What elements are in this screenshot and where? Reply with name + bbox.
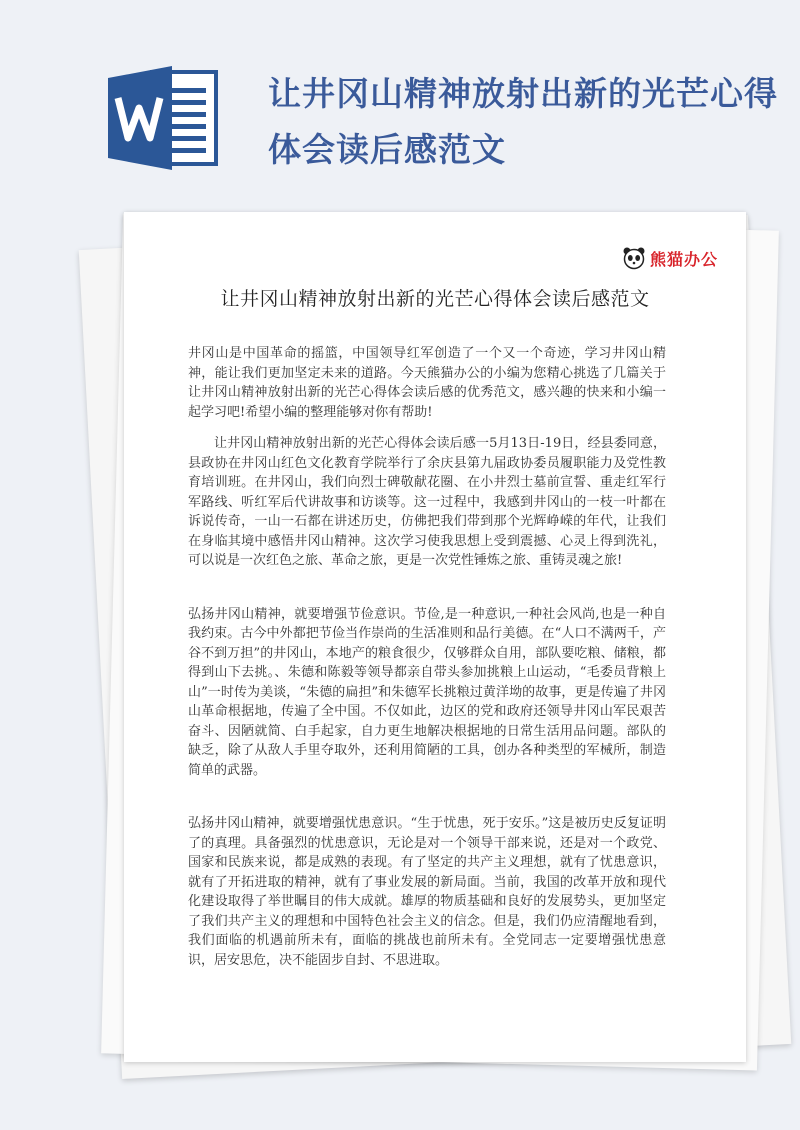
brand-name: 熊猫办公 [649, 249, 718, 269]
paragraph-intro: 井冈山是中国革命的摇篮，中国领导红军创造了一个又一个奇迹，学习井冈山精神，能让我们更加坚定未来的道路。今天熊猫办公的小编为您精心挑选了几篇关于让井冈山精神放射出新的光芒心得体会读后感的优秀范文，感兴趣的快来和小编一起学习吧!希望小编的整理能够对你有帮助! [188, 346, 666, 420]
paragraph-vigilance: 弘扬井冈山精神，就要增强忧患意识。“生于忧患，死于安乐。”这是被历史反复证明了的真理。具备强烈的忧患意识，无论是对一个领导干部来说，还是对一个政党、国家和民族来说，都是成熟的表现。有了坚定的共产主义理想，就有了忧患意识，就有了开拓进取的精神，就有了事业发展的新局面。当前，我国的改革开放和现代化建设取得了举世瞩目的伟大成就。雄厚的物质基础和良好的发展势头，更加坚定了我们共产主义的理想和中国特色社会主义的信念。但是，我们仍应清醒地看到，我们面临的机遇前所未有，面临的挑战也前所未有。全党同志一定要增强忧患意识，居安思危，决不能固步自封、不思进取。 [188, 816, 666, 968]
header-banner [0, 0, 800, 215]
paragraph-frugality: 弘扬井冈山精神，就要增强节俭意识。节俭,是一种意识,一种社会风尚,也是一种自我约束。古今中外都把节俭当作崇尚的生活准则和品行美德。在“人口不满两千，产谷不到万担”的井冈山，本地产的粮食很少，仅够群众自用，部队要吃粮、储粮，都得到山下去挑。、朱德和陈毅等领导都亲自带头参加挑粮上山运动，“毛委员背粮上山”一时传为美谈，“朱德的扁担”和朱德军长挑粮过黄洋坳的故事，更是传遍了井冈山革命根据地，传遍了全中国。不仅如此，边区的党和政府还领导井冈山军民艰苦奋斗、因陋就简、白手起家，自力更生地解决根据地的日常生活用品问题。部队的缺乏，除了从敌人手里夺取外，还利用简陋的工具，创办各种类型的军械所，制造简单的武器。 [188, 606, 666, 778]
panda-icon [622, 246, 646, 270]
header-title: 让井冈山精神放射出新的光芒心得体会读后感范文 [268, 74, 778, 169]
document-body [188, 344, 666, 970]
brand-logo [622, 246, 718, 270]
paragraph-reflection-one: 让井冈山精神放射出新的光芒心得体会读后感一5月13日-19日，经县委同意，县政协在井冈山红色文化教育学院举行了余庆县第九届政协委员履职能力及党性教育培训班。在井冈山，我们向烈士碑敬献花圈、在小井烈士墓前宣誓、重走红军行军路线、听红军后代讲故事和访谈等。这一过程中，我感到井冈山的一枝一叶都在诉说传奇，一山一石都在讲述历史，仿佛把我们带到那个光辉峥嵘的年代，让我们在身临其境中感悟井冈山精神。这次学习使我思想上受到震撼、心灵上得到洗礼，可以说是一次红色之旅、革命之旅，更是一次党性锤炼之旅、重铸灵魂之旅! [188, 436, 666, 568]
document-page [124, 212, 746, 1062]
document-title: 让井冈山精神放射出新的光芒心得体会读后感范文 [220, 288, 650, 310]
word-icon [108, 62, 226, 174]
